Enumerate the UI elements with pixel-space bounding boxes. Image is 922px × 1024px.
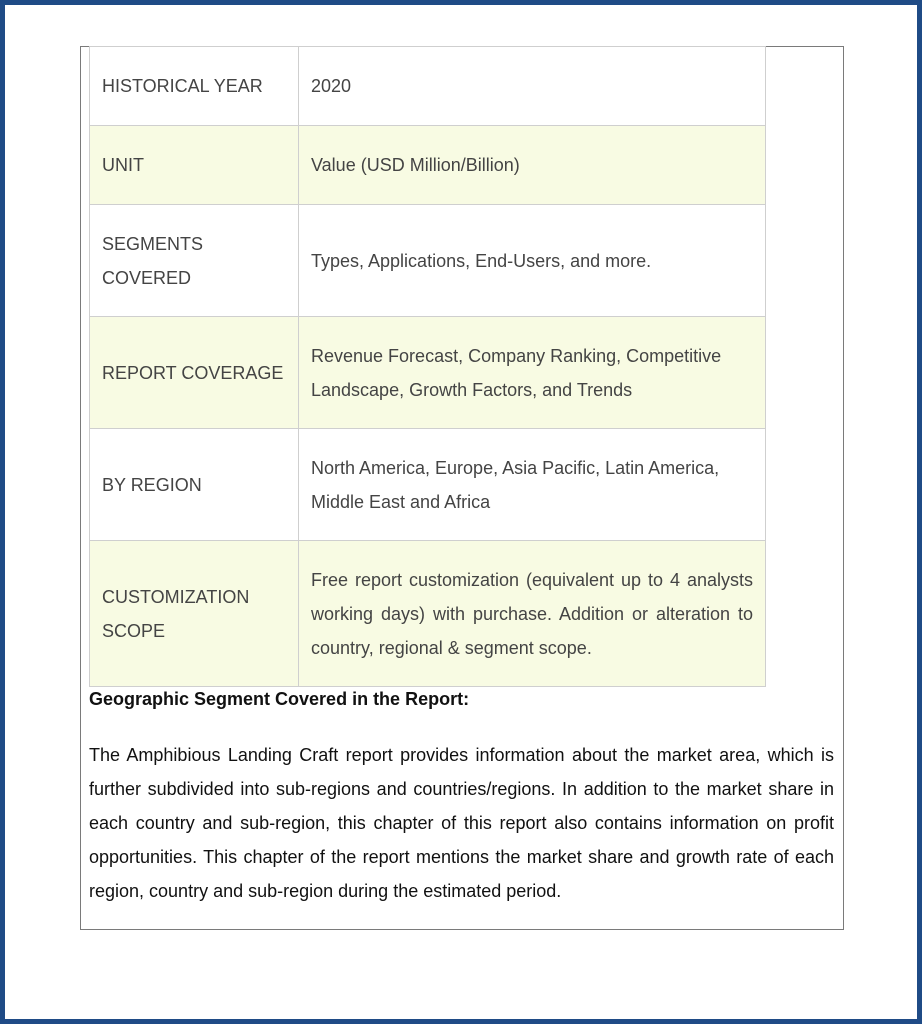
table-row xyxy=(90,205,766,317)
report-spec-table xyxy=(89,46,766,687)
table-row xyxy=(90,126,766,205)
row-value: Free report customization (equivalent up to 4 analysts working days) with purchase. Addition or alteration to country, regional & segment scope. xyxy=(299,541,766,687)
table-row xyxy=(90,541,766,687)
row-value: Types, Applications, End-Users, and more. xyxy=(299,205,766,317)
table-row xyxy=(90,47,766,126)
body-paragraph: The Amphibious Landing Craft report provides information about the market area, which is further subdivided into sub-regions and countries/regions. In addition to the market share in each country and sub-region, this chapter of this report also contains information on profit opportunities. This chapter of the report mentions the market share and growth rate of each region, country and sub-region during the estimated period. xyxy=(89,745,834,901)
table-row xyxy=(90,429,766,541)
row-label: CUSTOMIZATION SCOPE xyxy=(90,541,299,687)
table-row xyxy=(90,317,766,429)
row-value: North America, Europe, Asia Pacific, Latin America, Middle East and Africa xyxy=(299,429,766,541)
row-value: Revenue Forecast, Company Ranking, Competitive Landscape, Growth Factors, and Trends xyxy=(299,317,766,429)
row-label: HISTORICAL YEAR xyxy=(90,47,299,126)
row-value: Value (USD Million/Billion) xyxy=(299,126,766,205)
section-heading: Geographic Segment Covered in the Report: xyxy=(89,689,470,709)
row-label: REPORT COVERAGE xyxy=(90,317,299,429)
row-label: UNIT xyxy=(90,126,299,205)
row-label: BY REGION xyxy=(90,429,299,541)
row-label: SEGMENTS COVERED xyxy=(90,205,299,317)
row-value: 2020 xyxy=(299,47,766,126)
